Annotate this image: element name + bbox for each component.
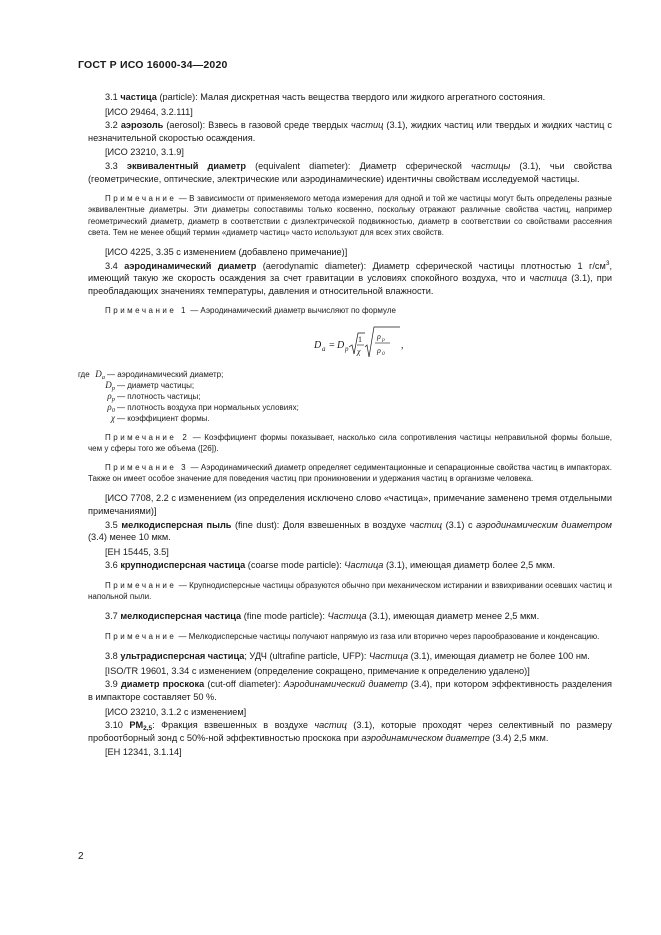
definition-text: (3.1), которые проходят через селективный по размеру пробоотборный зонд с 50%-ной эффективностью проскока при — [88, 720, 612, 743]
definition-text: : Фракция взвешенных в воздухе — [152, 720, 315, 731]
legend-desc: — аэродинамический диаметр; — [107, 369, 224, 379]
term-number: 3.1 — [105, 92, 121, 102]
term-3-1-ref: [ИСО 29464, 3.2.111] — [105, 106, 193, 117]
legend-desc: — плотность частицы; — [117, 391, 201, 401]
definition-text: (3.1) с — [442, 519, 477, 530]
term-name: диаметр проскока — [120, 679, 205, 690]
term-3-3 — [88, 160, 612, 185]
symbol-main: ρ — [107, 401, 112, 412]
term-name: аэродинамический диаметр — [124, 260, 257, 271]
term-link: частиц — [314, 720, 347, 731]
note-text: — Аэродинамический диаметр определяет седиментационные и сепарационные свойства частиц в импакторах. Также он имеет особое значение для поведения частиц при проникновении и удержания частиц в организме человека. — [88, 462, 612, 484]
definition-text: (3.4) менее 10 мкм. — [88, 532, 171, 543]
term-3-4-note-3 — [88, 462, 612, 484]
term-link: Частица — [327, 611, 367, 622]
aerodynamic-diameter-formula — [88, 321, 612, 367]
definition-text: (aerosol): Взвесь в газовой среде твердых — [163, 120, 351, 131]
formula-equals: = — [329, 339, 335, 351]
term-3-4-note-2 — [88, 432, 612, 454]
note-text: — Коэффициент формы показывает, насколько сила сопротивления частицы неправильной формы больше, чем у сферы того же объема ([26]). — [88, 432, 613, 453]
term-3-6-note — [88, 580, 612, 602]
term-link: частиц — [350, 120, 384, 131]
term-3-5-ref: [ЕН 15445, 3.5] — [105, 546, 169, 557]
term-3-7 — [88, 610, 612, 623]
term-3-10 — [88, 719, 612, 744]
term-name: эквивалентный диаметр — [126, 160, 246, 171]
formula-graphic — [88, 321, 612, 367]
legend-row — [88, 413, 612, 424]
term-3-2-ref: [ИСО 23210, 3.1.9] — [105, 147, 184, 158]
legend-where: где — [78, 369, 90, 379]
definition-text: (3.1), жидких частиц или твердых и жидких частиц с незначительной скоростью осаждения. — [88, 120, 612, 143]
note-text: — Крупнодисперсные частицы образуются обычно при механическом истирании и взвихривании осевших частиц и напольной пыли. — [88, 580, 612, 602]
term-link: аэродинамическом диаметре — [361, 732, 490, 743]
definition-text: (equivalent diameter): Диаметр сферической — [245, 160, 472, 171]
term-number: 3.6 — [105, 560, 121, 571]
term-3-9-ref: [ИСО 23210, 3.1.2 с изменением] — [105, 706, 247, 717]
note-label: Примечание 1 — [105, 306, 188, 316]
legend-symbol — [94, 369, 107, 380]
definition-text: , имеющий такую же скорость осаждения за счет гравитации в условиях спокойного воздуха, что и — [88, 260, 612, 284]
term-name: ультрадисперсная частица — [120, 651, 245, 662]
term-number: 3.8 — [105, 651, 121, 662]
definition-text: (3.1), при преобладающих значениях температуры, давления и относительной влажности. — [88, 273, 612, 296]
term-link: частица — [529, 273, 568, 284]
term-3-9 — [88, 678, 612, 703]
superscript: 3 — [605, 259, 610, 267]
term-name: крупнодисперсная частица — [120, 560, 246, 571]
definition-text: (coarse mode particle): — [245, 560, 345, 571]
definition-text: ; УДЧ (ultrafine particle, UFP): — [244, 651, 369, 662]
symbol-sub: a — [101, 373, 105, 381]
symbol-sub: p — [111, 395, 115, 403]
term-3-10-ref: [ЕН 12341, 3.1.14] — [105, 747, 182, 758]
legend-desc: — плотность воздуха при нормальных условиях; — [117, 402, 299, 412]
term-definition: (particle): Малая дискретная часть вещества твердого или жидкого агрегатного состояния. — [156, 92, 546, 102]
formula-dp-sub: p — [345, 344, 349, 353]
definition-text: (3.1), имеющая диаметр не более 100 нм. — [408, 651, 590, 662]
legend-row — [78, 369, 612, 380]
formula-comma: , — [401, 339, 404, 351]
term-number: 3.4 — [105, 260, 125, 271]
note-text: — Аэродинамический диаметр вычисляют по формуле — [187, 306, 396, 316]
formula-rho-p: ρ — [377, 331, 381, 341]
term-3-3-ref: [ИСО 4225, 3.35 с изменением (добавлено примечание)] — [105, 246, 348, 257]
definition-text: (3.4) 2,5 мкм. — [489, 732, 549, 743]
legend-symbol — [88, 402, 117, 413]
page-number: 2 — [78, 851, 84, 862]
formula-legend — [78, 368, 612, 424]
legend-desc: — коэффициент формы. — [117, 413, 210, 423]
symbol-sub: 0 — [111, 406, 115, 414]
definition-text: (cut-off diameter): — [204, 679, 284, 690]
definition-text: (3.1), чьи свойства (геометрические, оптические, электрические или аэродинамические) идентичны свойствам исследуемой частицы. — [88, 160, 613, 184]
term-link: частиц — [409, 519, 443, 530]
term-3-2 — [88, 119, 612, 144]
term-name: PM — [129, 720, 144, 731]
formula-rho-p-sub: p — [382, 336, 385, 343]
symbol-main: ρ — [107, 390, 112, 401]
note-text: — Мелкодисперсные частицы получают напрямую из газа или вторично через парообразование и конденсацию. — [176, 631, 600, 641]
document-header: ГОСТ Р ИСО 16000-34—2020 — [78, 59, 228, 71]
formula-chi: χ — [357, 346, 361, 356]
term-link: частицы — [471, 160, 511, 171]
term-name: мелкодисперсная пыль — [121, 519, 232, 530]
formula-dp: D — [337, 339, 345, 351]
formula-one: 1 — [358, 334, 362, 344]
formula-rho-0-sub: 0 — [382, 350, 385, 357]
note-text: — В зависимости от применяемого метода измерения для одной и той же частицы могут быть определены разные эквивалентные диаметры. Эти диаметры сопоставимы только косвенно, поскольку отражают различные свойства частиц, например геометрический диаметр, диаметр в соответствии с диэлектрической подвижностью, диаметр в соответствии со свойствами рассеяния света. Тем не менее общий термин «диаметр частиц» часто используют для всех этих свойств. — [88, 194, 612, 237]
term-3-5 — [88, 519, 612, 544]
legend-row — [88, 380, 612, 391]
term-link: Аэродинамический диаметр — [283, 679, 408, 690]
legend-symbol — [88, 380, 117, 391]
term-3-8-ref: [ISO/TR 19601, 3.34 с изменением (определение сокращено, примечание к определению удалено)] — [105, 665, 530, 676]
term-3-4-note-1 — [88, 305, 612, 316]
term-number: 3.3 — [105, 160, 127, 171]
definition-text: (fine mode particle): — [241, 611, 328, 622]
legend-symbol — [88, 413, 117, 424]
legend-symbol — [88, 391, 117, 402]
symbol-main: χ — [111, 412, 115, 423]
note-label: Примечание 3 — [105, 462, 189, 472]
formula-rho-0: ρ — [377, 345, 381, 355]
note-label: Примечание — [105, 580, 177, 590]
definition-text: (fine dust): Доля взвешенных в воздухе — [231, 519, 410, 530]
legend-row — [88, 402, 612, 413]
term-number: 3.5 — [105, 519, 122, 530]
term-3-4-ref: [ИСО 7708, 2.2 с изменением (из определения исключено слово «частица», примечание заменено тремя отдельными примечаниями)] — [88, 493, 612, 516]
term-number: 3.9 — [105, 679, 121, 690]
note-label: Примечание — [105, 194, 177, 204]
term-link: Частица — [344, 560, 384, 571]
term-3-4 — [88, 260, 612, 298]
symbol-main: D — [105, 379, 112, 390]
document-body — [78, 91, 613, 760]
term-3-1 — [88, 91, 612, 104]
term-link: Частица — [369, 651, 409, 662]
term-number: 3.7 — [105, 611, 121, 622]
definition-text: (aerodynamic diameter): Диаметр сферической частицы плотностью 1 г/см — [256, 260, 606, 271]
definition-text: (3.1), имеющая диаметр менее 2,5 мкм. — [366, 611, 540, 622]
symbol-main: D — [95, 368, 102, 379]
symbol-sub: p — [111, 384, 115, 392]
term-name: частица — [120, 92, 157, 102]
term-number: 3.2 — [105, 120, 121, 131]
definition-text: (3.4), при котором эффективность разделения в импакторе составляет 50 %. — [88, 679, 612, 702]
term-3-7-note — [88, 631, 612, 642]
formula-lhs-sub: a — [322, 344, 326, 353]
legend-row — [88, 391, 612, 402]
term-name: аэрозоль — [120, 120, 164, 131]
term-3-3-note — [88, 193, 612, 238]
note-label: Примечание — [105, 631, 177, 641]
legend-desc: — диаметр частицы; — [117, 380, 195, 390]
term-subscript: 2,5 — [143, 725, 153, 733]
term-name: мелкодисперсная частица — [120, 611, 242, 622]
term-number: 3.10 — [105, 720, 130, 731]
definition-text: (3.1), имеющая диаметр более 2,5 мкм. — [383, 560, 556, 571]
formula-lhs: D — [314, 339, 322, 351]
note-label: Примечание 2 — [105, 432, 190, 442]
term-link: аэродинамическим диаметром — [476, 519, 612, 530]
term-3-6 — [88, 559, 612, 572]
term-3-8 — [88, 650, 612, 663]
